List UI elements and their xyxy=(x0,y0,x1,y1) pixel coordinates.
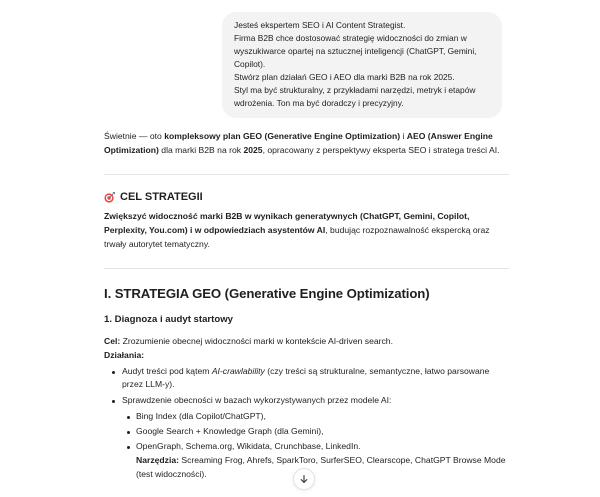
user-message-line: Jesteś ekspertem SEO i AI Content Strategist. xyxy=(234,20,406,30)
goal-line xyxy=(104,335,509,349)
goal-label: Cel: xyxy=(104,335,121,346)
goal-heading-text: CEL STRATEGII xyxy=(120,190,203,203)
tools-line xyxy=(136,454,509,482)
list-item xyxy=(122,394,509,482)
tools-label: Narzędzia: xyxy=(136,455,179,466)
sub-list xyxy=(122,410,509,482)
list-item xyxy=(122,365,509,393)
bullet-text: Audyt treści pod kątem xyxy=(122,365,212,376)
intro-bold-aeo: AEO (Answer Engine Optimization) xyxy=(104,131,493,155)
actions-label-text: Działania: xyxy=(104,349,145,360)
actions-label xyxy=(104,349,509,363)
user-message-line: wdrożenia. Ton ma być doradczy i precyzyjny. xyxy=(234,98,404,109)
user-message-line: wyszukiwarce opartej na sztucznej inteligencji (ChatGPT, Gemini, xyxy=(234,46,477,57)
arrow-down-icon xyxy=(299,474,309,484)
subsection-heading-diagnosis: 1. Diagnoza i audyt startowy xyxy=(104,314,234,326)
bullet-text: (czy treści są strukturalne, semantyczne, łatwo parsowane przez LLM-y). xyxy=(122,365,490,390)
goal-text: Zrozumienie obecnej widoczności marki w kontekście AI-driven search. xyxy=(120,335,393,346)
sub-list-item xyxy=(136,440,509,482)
target-icon xyxy=(104,192,115,203)
tools-text: Screaming Frog, Ahrefs, SparkToro, SurferSEO, Clearscope, ChatGPT Browse Mode (test widoczności). xyxy=(136,455,506,479)
goal-rest: , budując rozpoznawalność ekspercką oraz trwały autorytet tematyczny. xyxy=(104,225,490,250)
user-message-line: Stwórz plan działań GEO i AEO dla marki B2B na rok 2025. xyxy=(234,72,455,83)
scroll-down-button[interactable] xyxy=(293,468,315,490)
intro-text: Świetnie — oto xyxy=(104,131,165,141)
user-message-line: Styl ma być strukturalny, z przykładami narzędzi, metryk i etapów xyxy=(234,85,476,96)
goal-paragraph xyxy=(104,210,509,252)
actions-list xyxy=(104,365,509,482)
divider xyxy=(104,268,509,269)
goal-heading xyxy=(104,189,509,207)
user-message-bubble xyxy=(222,12,502,118)
intro-bold-geo: kompleksowy plan GEO (Generative Engine Optimization) xyxy=(164,131,401,141)
intro-text: i xyxy=(400,131,407,141)
assistant-intro xyxy=(104,130,509,158)
assistant-message xyxy=(104,130,509,484)
user-message-line: Firma B2B chce dostosować strategię widoczności do zmian w xyxy=(234,33,467,44)
goal-bold: Zwiększyć widoczność marki B2B w wynikach generatywnych (ChatGPT, Gemini, Copilot, Perplexity, You.com) i w odpowiedziach asystentów AI xyxy=(104,211,470,236)
intro-text: dla marki B2B na rok xyxy=(158,144,244,155)
sub-list-item: Bing Index (dla Copilot/ChatGPT), xyxy=(136,410,509,424)
intro-bold-year: 2025 xyxy=(243,144,263,155)
divider xyxy=(104,174,509,175)
user-message-line: Copilot). xyxy=(234,59,266,70)
sub-list-item: Google Search + Knowledge Graph (dla Gemini), xyxy=(136,425,509,439)
intro-text: , opracowany z perspektywy eksperta SEO i stratega treści AI. xyxy=(262,144,500,155)
section-heading-geo: I. STRATEGIA GEO (Generative Engine Optimization) xyxy=(104,286,430,302)
bullet-emphasis: AI-crawlability xyxy=(211,365,265,376)
bullet-text: Sprawdzenie obecności w bazach wykorzystywanych przez modele AI: xyxy=(122,395,392,406)
sub-list-item-text: OpenGraph, Schema.org, Wikidata, Crunchbase, LinkedIn. xyxy=(136,441,361,452)
